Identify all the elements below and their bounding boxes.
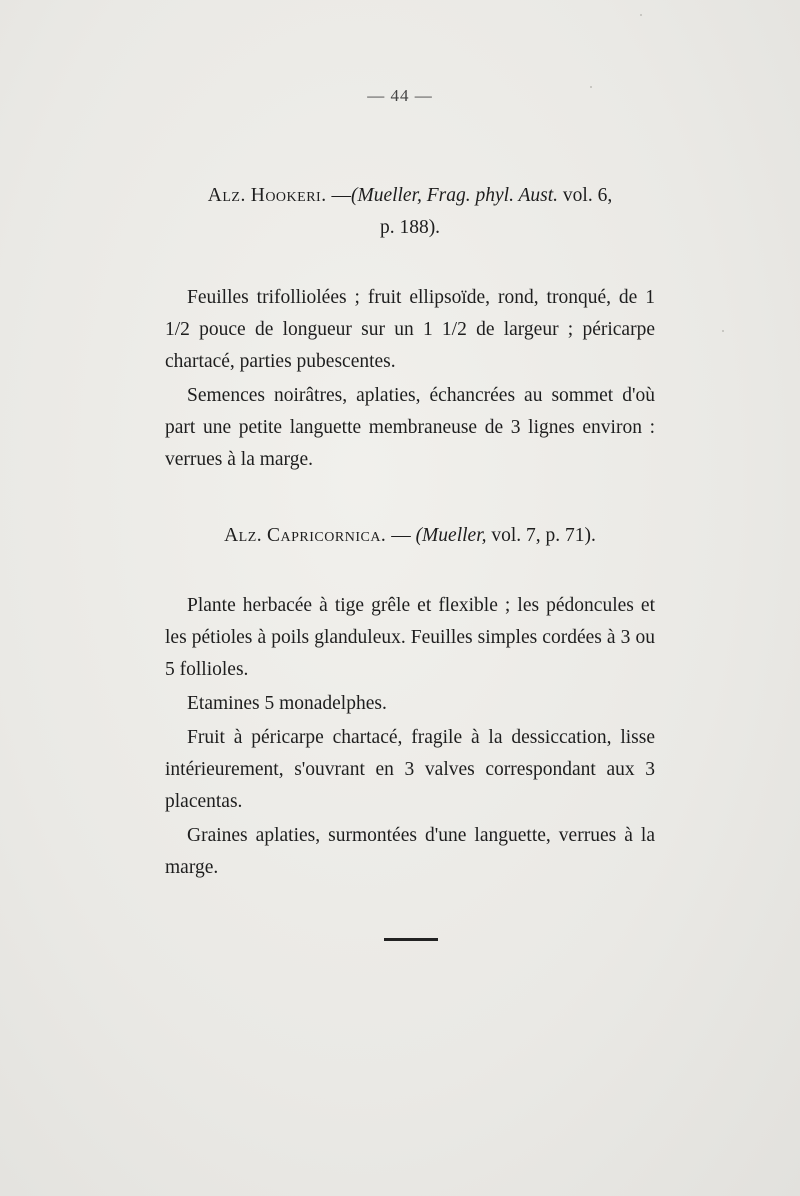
- entry-heading-hookeri: [165, 180, 655, 212]
- citation-page: p. 188).: [379, 217, 441, 238]
- entry-body-capricornica: [165, 590, 655, 886]
- heading-dash: —: [386, 525, 416, 546]
- genus-abbrev: Alz.: [224, 525, 263, 546]
- paper-speck: [590, 86, 592, 88]
- entry-body-hookeri: [165, 282, 655, 478]
- species-name: Capricornica.: [267, 525, 387, 546]
- citation-page-line: [165, 212, 655, 244]
- end-rule: [384, 938, 438, 941]
- paragraph: Etamines 5 monadelphes.: [187, 693, 387, 714]
- entry-heading-capricornica: [165, 520, 655, 552]
- page-number: — 44 —: [367, 86, 433, 105]
- heading-dash: —: [326, 185, 351, 206]
- paper-speck: [640, 14, 642, 16]
- paragraph: Semences noirâtres, aplaties, échancrées au sommet d'où part une petite languette membraneuse de 3 lignes environ : verrues à la marge.: [165, 385, 655, 470]
- citation-volume: vol. 7, p. 71).: [486, 525, 596, 546]
- citation: (Mueller, Frag. phyl. Aust.: [350, 185, 559, 206]
- citation-author: (Mueller,: [415, 525, 487, 546]
- genus-abbrev: Alz.: [207, 185, 246, 206]
- species-name: Hookeri.: [250, 185, 327, 206]
- paragraph: Plante herbacée à tige grêle et flexible ; les pédoncules et les pétioles à poils glanduleux. Feuilles simples cordées à 3 ou 5 follioles.: [165, 595, 655, 680]
- paper-speck: [722, 330, 724, 332]
- paragraph: Feuilles trifolliolées ; fruit ellipsoïde, rond, tronqué, de 1 1/2 pouce de longueur sur un 1 1/2 de largeur ; péricarpe chartacé, parties pubescentes.: [165, 287, 655, 372]
- paragraph: Fruit à péricarpe chartacé, fragile à la dessiccation, lisse intérieurement, s'ouvrant en 3 valves correspondant aux 3 placentas.: [165, 727, 655, 812]
- paragraph: Graines aplaties, surmontées d'une languette, verrues à la marge.: [165, 825, 655, 878]
- citation-volume: vol. 6,: [558, 185, 613, 206]
